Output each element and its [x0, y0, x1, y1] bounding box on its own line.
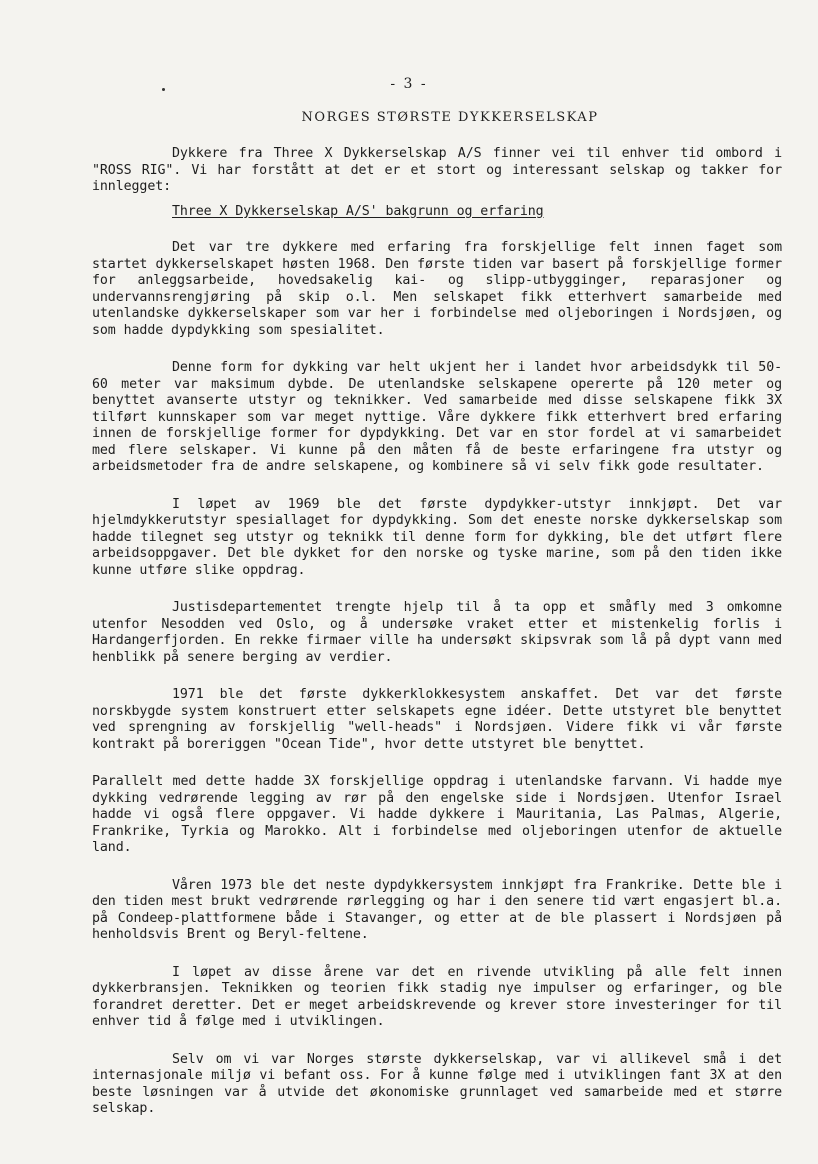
- paragraph-1: Det var tre dykkere med erfaring fra forskjellige felt innen faget som startet dykkerselskapet høsten 1968. Den første tiden var basert på forskjellige former for anleggsarbeide, hovedsakelig kai- og slipp-utbygginger, reparasjoner og undervannsrengjøring på skip o.l. Men selskapet fikk etterhvert samarbeide med utenlandske dykkerselskaper som var her i forbindelse med oljeboringen i Nordsjøen, og som hadde dypdykking som spesialitet.: [92, 240, 782, 338]
- paragraph-7: Våren 1973 ble det neste dypdykkersystem innkjøpt fra Frankrike. Dette ble i den tiden mest brukt vedrørende rørlegging og har i den senere tid vært engasjert bl.a. på Condeep-plattformene både i Stavanger, og etter at de ble plassert i Nordsjøen på henholdsvis Brent og Beryl-feltene.: [92, 877, 782, 942]
- paragraph-6: Parallelt med dette hadde 3X forskjellige oppdrag i utenlandske farvann. Vi hadde mye dykking vedrørende legging av rør på den engelske side i Nordsjøen. Utenfor Israel hadde vi også flere oppgaver. Vi hadde dykkere i Mauritania, Las Palmas, Algerie, Frankrike, Tyrkia og Marokko. Alt i forbindelse med oljeboringen utenfor de aktuelle land.: [92, 774, 782, 855]
- paragraph-9: Selv om vi var Norges største dykkerselskap, var vi allikevel små i det internasjonale miljø vi befant oss. For å kunne følge med i utviklingen fant 3X at den beste løsningen var å utvide det økonomiske grunnlaget ved samarbeide med et større selskap.: [92, 1051, 782, 1116]
- article-body: [92, 146, 782, 1139]
- paragraph-3: I løpet av 1969 ble det første dypdykker-utstyr innkjøpt. Det var hjelmdykkerutstyr spesiallaget for dypdykking. Som det eneste norske dykkerselskap som hadde tilegnet seg utstyr og teknikk til denne form for dykking, ble det utført flere arbeidsoppgaver. Det ble dykket for den norske og tyske marine, som på den tiden ikke kunne utføre slike oppdrag.: [92, 496, 782, 578]
- page-title: NORGES STØRSTE DYKKERSELSKAP: [301, 110, 599, 125]
- paragraph-2: Denne form for dykking var helt ukjent her i landet hvor arbeidsdykk til 50-60 meter var maksimum dybde. De utenlandske selskapene opererte på 120 meter og benyttet avanserte utstyr og teknikker. Ved samarbeide med disse selskapene fikk 3X tilført kunnskaper som var meget nyttige. Våre dykkere fikk etterhvert bred erfaring innen de forskjellige former for dypdykking. Det var en stor fordel at vi samarbeidet med flere selskaper. Vi kunne på den måten få de beste erfaringene fra utstyr og arbeidsmetoder fra de andre selskapene, og kombinere så vi selv fikk gode resultater.: [92, 360, 782, 474]
- intro-paragraph: Dykkere fra Three X Dykkerselskap A/S finner vei til enhver tid ombord i "ROSS RIG". Vi har forstått at det er et stort og interessant selskap og takker for innlegget:: [92, 146, 782, 194]
- paragraph-4: Justisdepartementet trengte hjelp til å ta opp et småfly med 3 omkomne utenfor Nesodden ved Oslo, og å undersøke vraket etter et mistenkelig forlis i Hardangerfjorden. En rekke firmaer ville ha undersøkt skipsvrak som lå på dypt vann med henblikk på senere berging av verdier.: [92, 600, 782, 665]
- section-subtitle: Three X Dykkerselskap A/S' bakgrunn og erfaring: [172, 203, 544, 219]
- paragraph-5: 1971 ble det første dykkerklokkesystem anskaffet. Det var det første norskbygde system konstruert etter selskapets egne idéer. Dette utstyret ble benyttet ved sprengning av forskjellig "well-heads" i Nordsjøen. Videre fikk vi vår første kontrakt på boreriggen "Ocean Tide", hvor dette utstyret ble benyttet.: [92, 687, 782, 752]
- paragraph-8: I løpet av disse årene var det en rivende utvikling på alle felt innen dykkerbransjen. Teknikken og teorien fikk stadig nye impulser og erfaringer, og ble forandret deretter. Det er meget arbeidskrevende og krever store investeringer for til enhver tid å følge med i utviklingen.: [92, 964, 782, 1029]
- page-number: - 3 -: [390, 76, 428, 92]
